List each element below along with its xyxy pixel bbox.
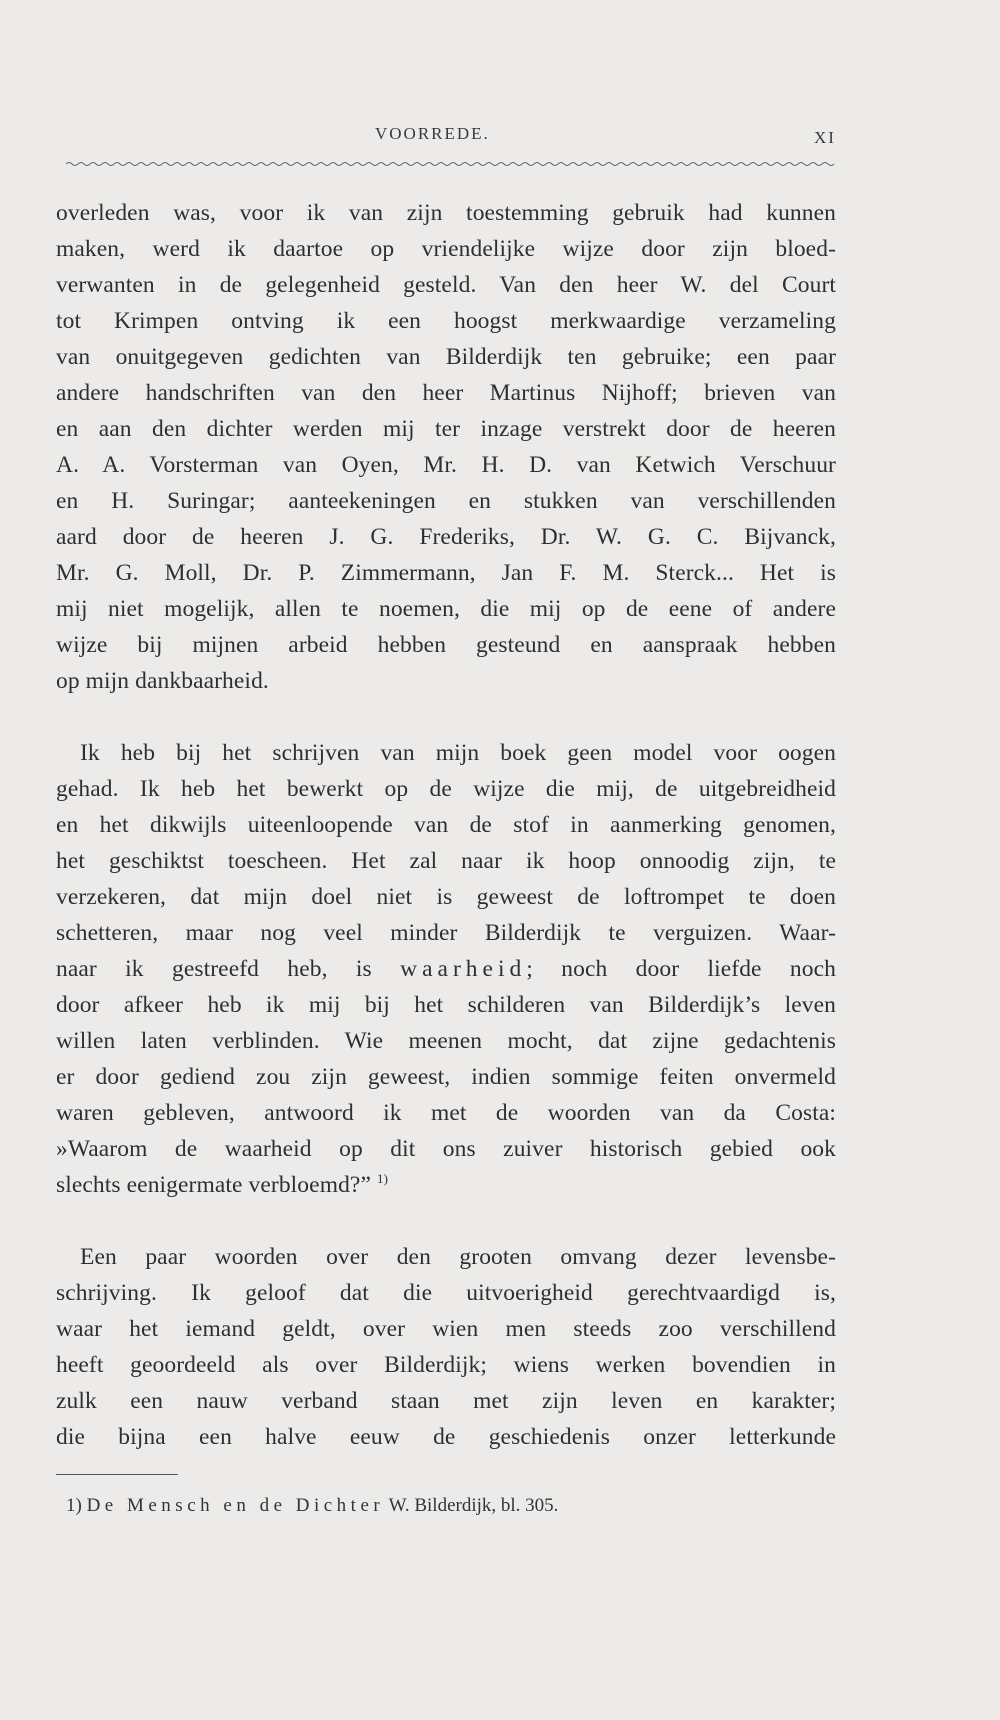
paragraph-gap [56, 1203, 836, 1239]
text-line: waar het iemand geldt, over wien men steeds zoo verschillend [56, 1316, 836, 1342]
footnote-divider [56, 1474, 178, 1475]
text-line: en het dikwijls uiteenloopende van de stof in aanmerking genomen, [56, 812, 836, 838]
text-line: die bijna een halve eeuw de geschiedenis onzer letterkunde [56, 1424, 836, 1450]
body-text [56, 195, 836, 1455]
paragraph [56, 735, 836, 1203]
text-line: maken, werd ik daartoe op vriendelijke wijze door zijn bloed- [56, 236, 836, 262]
text-line: schrijving. Ik geloof dat die uitvoerigheid gerechtvaardigd is, [56, 1280, 836, 1306]
text-segment: ; noch door liefde noch [526, 956, 836, 982]
footnote-marker: 1) [66, 1495, 82, 1516]
footnote-page: bl. 305. [500, 1495, 559, 1516]
running-head-title: VOORREDE. [375, 124, 490, 143]
decorative-wavy-rule [66, 160, 836, 168]
paragraph-gap [56, 699, 836, 735]
text-line: verzekeren, dat mijn doel niet is geweest de loftrompet te doen [56, 884, 836, 910]
text-line: door afkeer heb ik mij bij het schilderen van Bilderdijk’s leven [56, 992, 836, 1018]
text-line: Mr. G. Moll, Dr. P. Zimmermann, Jan F. M. Sterck... Het is [56, 560, 836, 586]
emphasized-word: waarheid [400, 956, 527, 982]
text-line: gehad. Ik heb het bewerkt op de wijze die mij, de uitgebreidheid [56, 776, 836, 802]
text-line: »Waarom de waarheid op dit ons zuiver historisch gebied ook [56, 1136, 836, 1162]
text-line: aard door de heeren J. G. Frederiks, Dr. W. G. C. Bijvanck, [56, 524, 836, 550]
text-line: Een paar woorden over den grooten omvang dezer levensbe- [80, 1244, 836, 1270]
footnote-title: De Mensch en de Dichter [86, 1495, 385, 1516]
text-line: op mijn dankbaarheid. [56, 668, 269, 694]
text-line: zulk een nauw verband staan met zijn leven en karakter; [56, 1388, 836, 1414]
text-line: tot Krimpen ontving ik een hoogst merkwaardige verzameling [56, 308, 836, 334]
text-line: het geschiktst toescheen. Het zal naar ik hoop onnoodig zijn, te [56, 848, 836, 874]
text-line: verwanten in de gelegenheid gesteld. Van den heer W. del Court [56, 272, 836, 298]
text-line: Ik heb bij het schrijven van mijn boek geen model voor oogen [80, 740, 836, 766]
footnote-author: W. Bilderdijk, [388, 1495, 497, 1516]
paragraph [56, 1239, 836, 1455]
text-line: wijze bij mijnen arbeid hebben gesteund en aanspraak hebben [56, 632, 836, 658]
text-line-with-emphasis [56, 951, 836, 987]
text-line: heeft geoordeeld als over Bilderdijk; wiens werken bovendien in [56, 1352, 836, 1378]
text-line-with-note [56, 1167, 836, 1203]
page-number: XI [814, 128, 836, 147]
text-line: willen laten verblinden. Wie meenen mocht, dat zijne gedachtenis [56, 1028, 836, 1054]
text-line: mij niet mogelijk, allen te noemen, die mij op de eene of andere [56, 596, 836, 622]
paragraph [56, 195, 836, 699]
text-line: overleden was, voor ik van zijn toestemming gebruik had kunnen [56, 200, 836, 226]
text-line: A. A. Vorsterman van Oyen, Mr. H. D. van Ketwich Verschuur [56, 452, 836, 478]
text-line: waren gebleven, antwoord ik met de woorden van da Costa: [56, 1100, 836, 1126]
text-line: er door gediend zou zijn geweest, indien sommige feiten onvermeld [56, 1064, 836, 1090]
text-segment: slechts eenigermate verbloemd?” [56, 1172, 377, 1198]
text-line: en H. Suringar; aanteekeningen en stukken van verschillenden [56, 488, 836, 514]
running-head [0, 124, 1000, 154]
text-line: van onuitgegeven gedichten van Bilderdijk ten gebruike; een paar [56, 344, 836, 370]
text-segment: naar ik gestreefd heb, is [56, 956, 401, 982]
text-line: en aan den dichter werden mij ter inzage verstrekt door de heeren [56, 416, 836, 442]
text-line: schetteren, maar nog veel minder Bilderdijk te verguizen. Waar- [56, 920, 836, 946]
footnote-reference: 1) [376, 1171, 388, 1187]
footnote [66, 1493, 558, 1519]
text-line: andere handschriften van den heer Martinus Nijhoff; brieven van [56, 380, 836, 406]
